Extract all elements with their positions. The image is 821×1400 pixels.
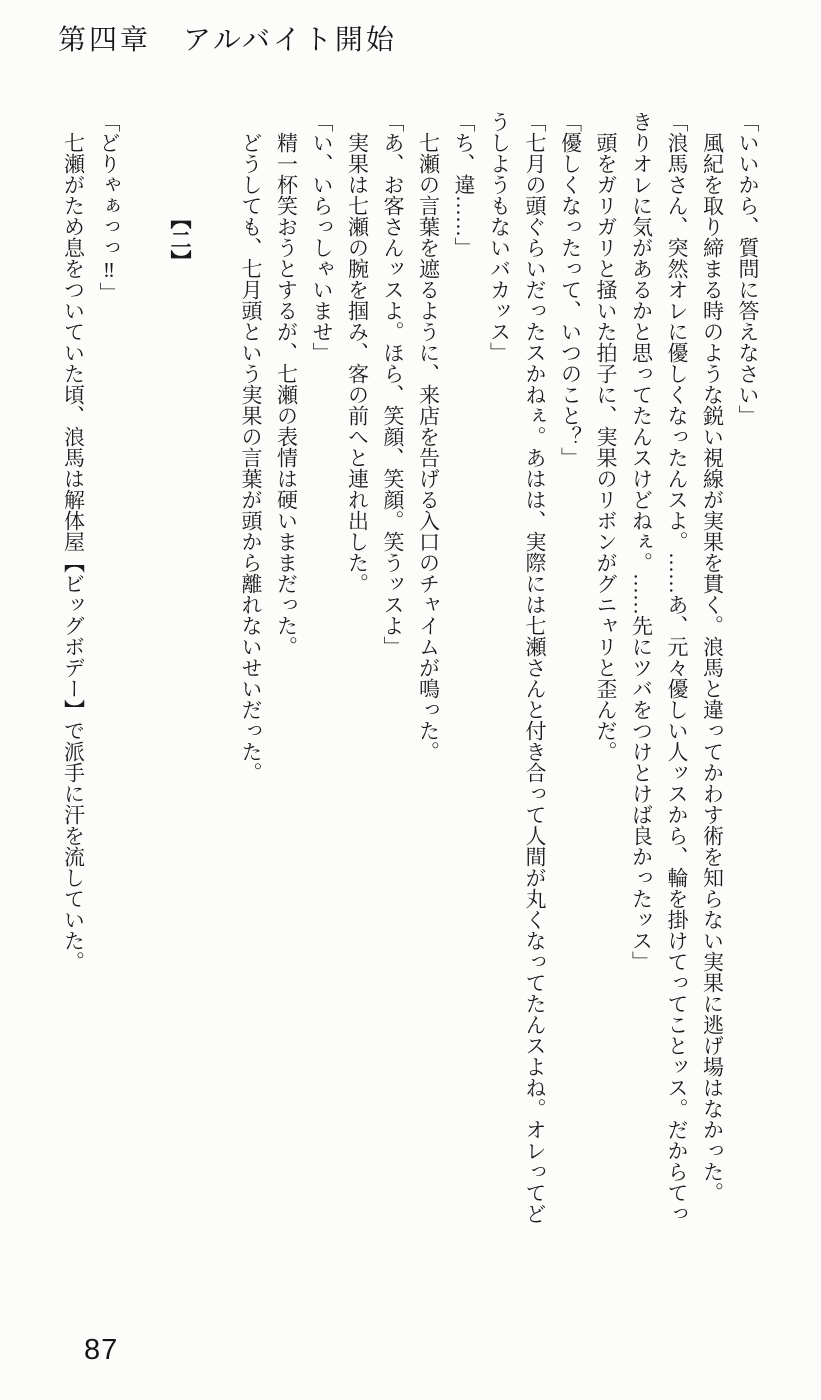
narration-line: 七瀬の言葉を遮るように、来店を告げる入口のチャイムが鳴った。 <box>416 132 441 762</box>
dialogue-line: 「い、いらっしゃいませ」 <box>310 111 334 363</box>
narration-line: 頭をガリガリと掻いた拍子に、実果のリボンがグニャリと歪んだ。 <box>594 132 618 762</box>
dialogue-line: 「どりゃぁっっ‼」 <box>97 111 121 303</box>
dialogue-line: 「いいから、質問に答えなさい」 <box>736 111 760 426</box>
narration-line: どうしても、七月頭という実果の言葉が頭から離れないせいだった。 <box>239 132 263 783</box>
dialogue-line: 「あ、お客さんッスよ。ほら、笑顔、笑顔。笑うッスよ」 <box>381 111 405 657</box>
narration-line: 七瀬がため息をついていた頃、浪馬は解体屋【ビッグボデー】で派手に汗を流していた。 <box>61 132 86 972</box>
chapter-header <box>58 18 397 58</box>
chapter-title: アルバイト開始 <box>183 25 397 56</box>
narration-line: 実果は七瀬の腕を掴み、客の前へと連れ出した。 <box>345 132 370 594</box>
dialogue-line: 「ち、違……」 <box>452 111 476 258</box>
dialogue-line: 「七月の頭ぐらいだったスかねぇ。あはは、実際には七瀬さんと付き合って人間が丸くなってたんスよね。オレってどうしようもないバカッス」 <box>487 111 547 1224</box>
page-number: 87 <box>84 1334 119 1366</box>
dialogue-line: 「優しくなったって、いつのこと？」 <box>558 111 583 468</box>
narration-line: 風紀を取り締まる時のような鋭い視線が実果を貫く。浪馬と違ってかわす術を知らない実果に逃げ場はなかった。 <box>700 132 725 1203</box>
narration-line: 精一杯笑おうとするが、七瀬の表情は硬いままだった。 <box>274 132 299 657</box>
chapter-number: 第四章 <box>58 25 152 56</box>
vertical-text-block <box>53 111 765 1233</box>
dialogue-line: 「浪馬さん、突然オレに優しくなったんスよ。……あ、元々優しい人ッスから、輪を掛けてってことッス。だからてっきりオレに気があるかと思ってたんスけどねぇ。……先にツバをつけとけば良かったッス」 <box>629 111 689 1224</box>
section-number: 【二】 <box>168 208 192 271</box>
